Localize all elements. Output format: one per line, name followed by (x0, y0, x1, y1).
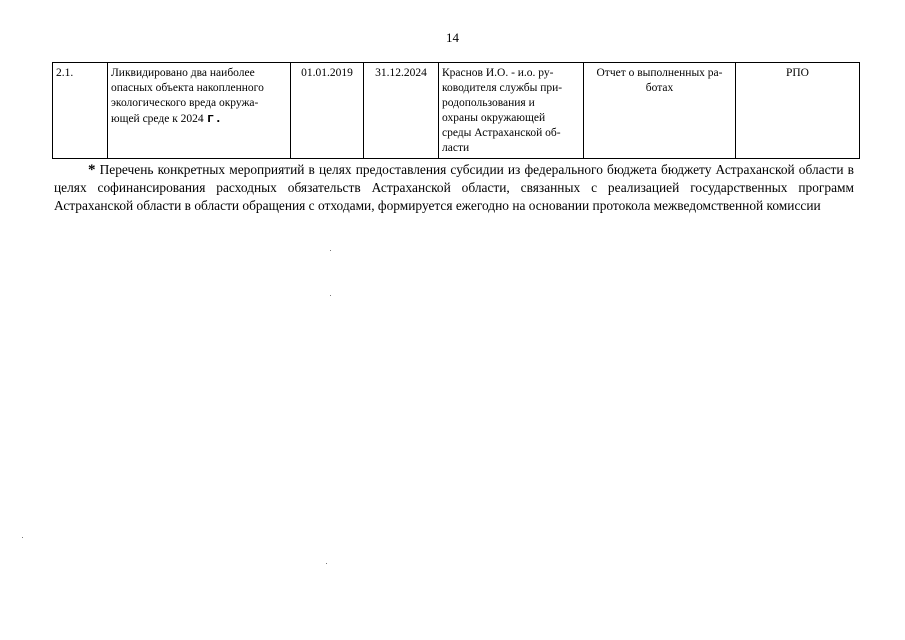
start-date: 01.01.2019 (301, 67, 353, 79)
description-line: Ликвидировано два наиболее (111, 67, 255, 79)
responsible-line: Краснов И.О. - и.о. ру- (442, 67, 554, 79)
description-line-last (111, 111, 287, 127)
measures-table (52, 62, 860, 159)
description-line: ющей среде к 2024 (111, 113, 204, 125)
scan-speck (330, 250, 331, 251)
scan-speck (330, 295, 331, 296)
footnote-marker: * (88, 162, 96, 178)
description-line: экологического вреда окружа- (111, 97, 259, 109)
result-line: Отчет о выполненных ра- (596, 67, 723, 79)
result-cell (584, 63, 736, 159)
page-number: 14 (446, 30, 459, 45)
responsible-line: среды Астраханской об- (442, 127, 561, 139)
executor: РПО (785, 67, 809, 79)
row-number: 2.1. (56, 67, 74, 79)
responsible-cell (439, 63, 584, 159)
scan-speck (326, 563, 327, 564)
end-date-cell (364, 63, 439, 159)
responsible-line: ководителя службы при- (442, 82, 563, 94)
responsible-line: родопользования и (442, 97, 535, 109)
description-year-suffix: г. (206, 111, 223, 126)
description-cell (108, 63, 291, 159)
footnote (54, 161, 854, 215)
description-line: опасных объекта накопленного (111, 82, 264, 94)
table-row (53, 63, 860, 159)
executor-cell (736, 63, 860, 159)
end-date: 31.12.2024 (375, 67, 427, 79)
responsible-line: ласти (442, 142, 470, 154)
responsible-line: охраны окружающей (442, 112, 546, 124)
footnote-text: Перечень конкретных мероприятий в целях предоставления субсидии из федерального бюджета бюджету Астраханской области в целях софинансирования расходных обязательств Астраханской области, связанных с реализацией государственных программ Астраханской области в области обращения с отходами, формируется ежегодно на основании протокола межведомственной комиссии (54, 162, 854, 213)
start-date-cell (291, 63, 364, 159)
row-number-cell (53, 63, 108, 159)
scan-speck (22, 537, 23, 538)
result-line: ботах (645, 82, 674, 94)
